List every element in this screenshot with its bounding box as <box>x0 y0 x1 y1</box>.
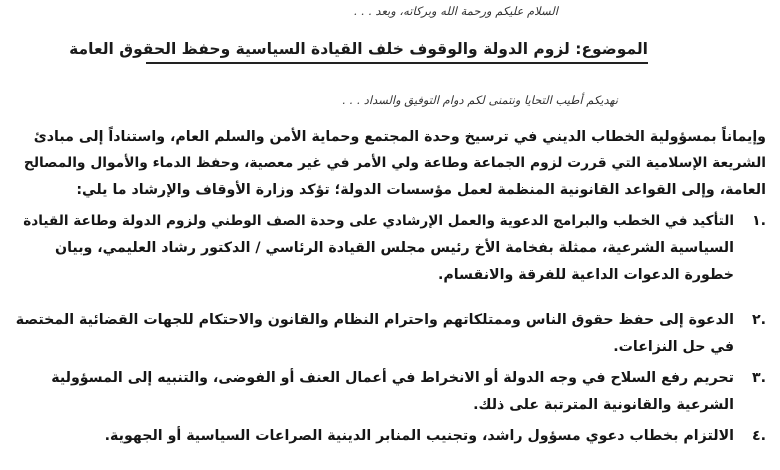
item-number: ٣. <box>751 370 766 386</box>
preamble-line: الشريعة الإسلامية التي قررت لزوم الجماعة وطاعة ولي الأمر في غير معصية، وحفظ الدماء والأموال والمصالح <box>23 155 766 171</box>
subject-heading: الموضوع: لزوم الدولة والوقوف خلف القيادة السياسية وحفظ الحقوق العامة <box>69 40 648 58</box>
item-line: الالتزام بخطاب دعوي مسؤول راشد، وتجنيب المنابر الدينية الصراعات السياسية أو الجهوية. <box>104 428 734 444</box>
preamble-line: وإيماناً بمسؤولية الخطاب الديني في ترسيخ وحدة المجتمع وحماية الأمن والسلم العام، واستناداً إلى مبادئ <box>33 129 766 145</box>
item-number: ٢. <box>751 312 766 328</box>
subject-underline <box>146 62 648 64</box>
preamble-line: العامة، وإلى القواعد القانونية المنظمة لعمل مؤسسات الدولة؛ تؤكد وزارة الأوقاف والإرشاد ما يلي: <box>76 182 766 198</box>
item-line: السياسية الشرعية، ممثلة بفخامة الأخ رئيس مجلس القيادة الرئاسي / الدكتور رشاد العليمي، وبيان <box>54 240 734 256</box>
item-line: الدعوة إلى حفظ حقوق الناس وممتلكاتهم واحترام النظام والقانون والاحتكام للجهات القضائية المختصة <box>15 312 734 328</box>
item-line: خطورة الدعوات الداعية للفرقة والانقسام. <box>437 267 734 283</box>
intro-line: نهديكم أطيب التحايا ونتمنى لكم دوام التوفيق والسداد . . . <box>341 93 618 107</box>
item-line: في حل النزاعات. <box>613 339 734 355</box>
item-line: تحريم رفع السلاح في وجه الدولة أو الانخراط في أعمال العنف أو الفوضى، والتنبيه إلى المسؤولية <box>51 370 734 386</box>
item-line: التأكيد في الخطب والبرامج الدعوية والعمل الإرشادي على وحدة الصف الوطني ولزوم الدولة وطاعة القيادة <box>23 213 734 229</box>
item-number: ٤. <box>751 428 766 444</box>
item-number: ١. <box>751 213 766 229</box>
greeting-line: السلام عليكم ورحمة الله وبركاته، وبعد . . . <box>353 4 558 18</box>
item-line: الشرعية والقانونية المترتبة على ذلك. <box>473 397 734 413</box>
